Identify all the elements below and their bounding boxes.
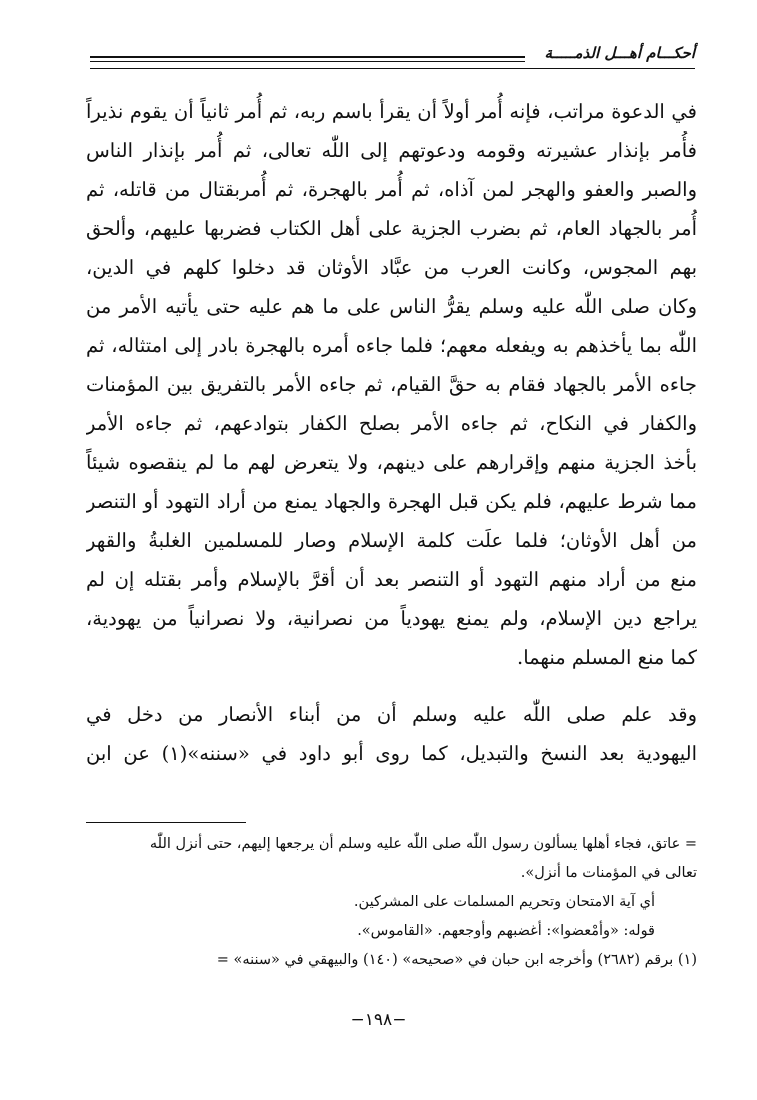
header-underline: [90, 68, 695, 69]
text-line: مما شرط عليهم، فلم يكن قبل الهجرة والجهاد يمنع من أراد التهود أو التنصر: [86, 490, 697, 513]
text-line: بأخذ الجزية منهم وإقرارهم على دينهم، ولا يتعرض لهم ما لم ينقصوه شيئاً: [86, 451, 697, 474]
text-line: منع من أراد منهم التهود أو التنصر بعد أن أقرَّ بالإسلام وأمر بقتله إن لم: [86, 568, 697, 591]
text-line: وكان صلى اللّٰه عليه وسلم يقرُّ الناس على ما هم عليه حتى يأتيه الأمر من: [86, 295, 697, 318]
footnote-note: أي آية الامتحان وتحريم المسلمات على المشركين.: [353, 894, 655, 910]
running-header-title: أحكـــام أهـــل الذمـــــة: [544, 44, 695, 62]
text-line: اللّٰه بما يأخذهم به ويفعله معهم؛ فلما جاءه أمره بالهجرة بادر إلى امتثاله، ثم: [86, 334, 697, 357]
header-double-rule: [90, 56, 525, 62]
text-line: من أهل الأوثان؛ فلما علَت كلمة الإسلام وصار للمسلمين الغلبةُ والقهر: [86, 529, 697, 552]
text-line: كما منع المسلم منهما.: [517, 646, 697, 669]
footnote-note: قوله: «وأمْعضوا»: أغضبهم وأوجعهم. «القاموس».: [357, 923, 655, 939]
main-text: [86, 92, 697, 773]
footnote-numbered: (١) برقم (٢٦٨٢) وأخرجه ابن حبان في «صحيحه» (١٤٠) والبيهقي في «سننه» =: [216, 952, 697, 968]
text-line: فأُمر بإنذار عشيرته وقومه ودعوتهم إلى اللّٰه تعالى، ثم أُمر بإنذار الناس: [86, 139, 697, 162]
page-header: [90, 44, 695, 74]
text-line: في الدعوة مراتب، فإنه أُمر أولاً أن يقرأ باسم ربه، ثم أُمر ثانياً أن يقوم نذيراً: [86, 100, 697, 123]
footnotes: [86, 830, 697, 975]
text-line: يراجع دين الإسلام، ولم يمنع يهودياً من نصرانية، ولا نصرانياً من يهودية،: [86, 607, 697, 630]
text-line: أُمر بالجهاد العام، ثم بضرب الجزية على أهل الكتاب فضربها عليهم، وألحق: [86, 217, 697, 240]
text-line: اليهودية بعد النسخ والتبديل، كما روى أبو داود في «سننه»(١) عن ابن: [86, 742, 697, 765]
paragraph-gap: [86, 677, 697, 695]
text-line: بهم المجوس، وكانت العرب من عبَّاد الأوثان قد دخلوا كلهم في الدين،: [86, 256, 697, 279]
footnote-separator: [86, 822, 246, 823]
text-line: جاءه الأمر بالجهاد فقام به حقَّ القيام، ثم جاءه الأمر بالتفريق بين المؤمنات: [86, 373, 697, 396]
text-line: وقد علم صلى اللّٰه عليه وسلم أن من أبناء الأنصار من دخل في: [86, 703, 697, 726]
text-line: والكفار في النكاح، ثم جاءه الأمر بصلح الكفار بتوادعهم، ثم جاءه الأمر: [86, 412, 697, 435]
footnote-line: تعالى في المؤمنات ما أنزل».: [520, 865, 697, 881]
footnote-line: = عاتق، فجاء أهلها يسألون رسول اللّٰه صلى اللّٰه عليه وسلم أن يرجعها إليهم، حتى أنزل اللّٰه: [149, 836, 697, 852]
page-number: −١٩٨−: [350, 1010, 407, 1030]
text-line: والصبر والعفو والهجر لمن آذاه، ثم أُمر بالهجرة، ثم أُمربقتال من قاتله، ثم: [86, 178, 697, 201]
